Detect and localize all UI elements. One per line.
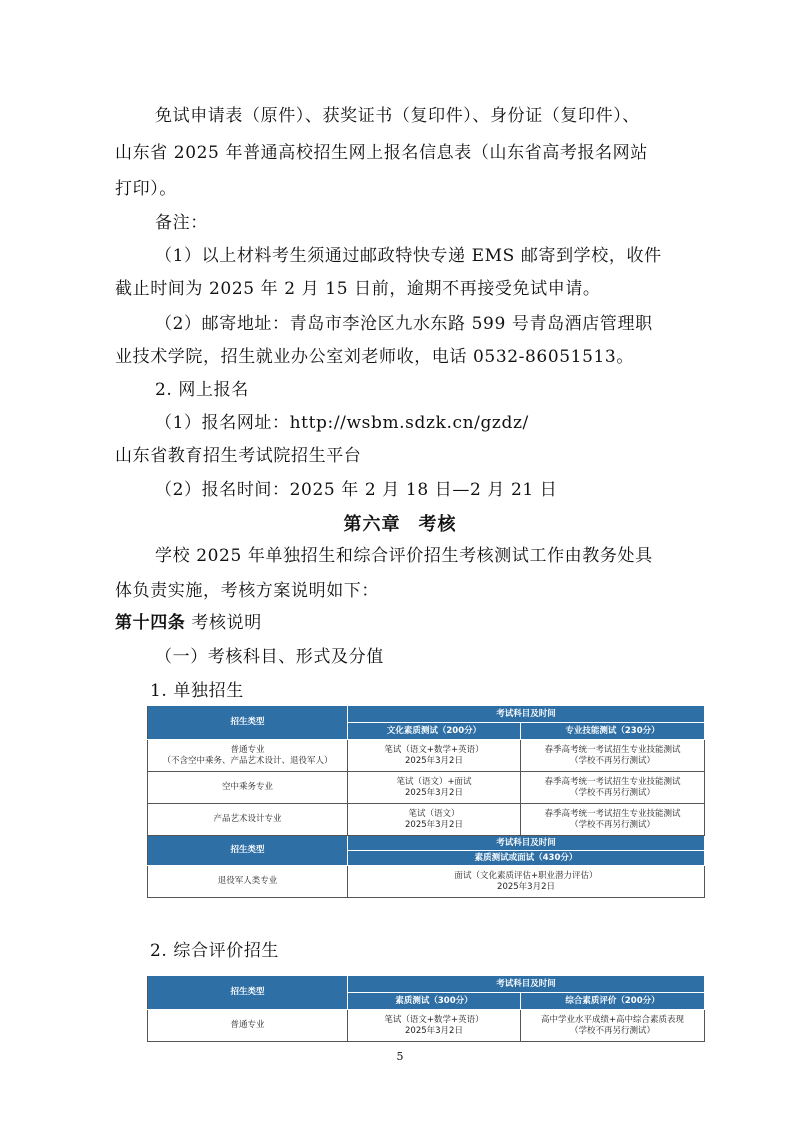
comprehensive-cell: 高中学业水平成绩+高中综合素质表现 （学校不再另行测试）: [521, 1010, 705, 1042]
table-row: [148, 740, 705, 772]
paragraph-line: 学校 2025 年单独招生和综合评价招生考核测试工作由教务处具: [155, 546, 653, 566]
paragraph-line: 体负责实施，考核方案说明如下：: [115, 581, 379, 601]
header-culture-test: 文化素质测试（200分）: [348, 723, 521, 740]
chapter-heading: [0, 510, 800, 536]
header-subjects: 考试科目及时间: [348, 976, 705, 993]
header-comprehensive-evaluation: 综合素质评价（200分）: [521, 993, 705, 1010]
paragraph-line: 备注：: [155, 213, 208, 233]
interview-cell: 面试（文化素质评估+职业潜力评估） 2025年3月2日: [348, 866, 705, 898]
article-title: 考核说明: [191, 613, 262, 633]
table-row: [148, 804, 705, 836]
header-admission-type: 招生类型: [148, 706, 348, 740]
paragraph-line: 山东省教育招生考试院招生平台: [115, 446, 362, 466]
paragraph-line: 截止时间为 2025 年 2 月 15 日前，逾期不再接受免试申请。: [115, 279, 601, 299]
table-row: [148, 1010, 705, 1042]
admission-type-cell: 退役军人类专业: [148, 866, 348, 898]
header-subjects: 考试科目及时间: [348, 706, 705, 723]
paragraph-line: （1）报名网址：http://wsbm.sdzk.cn/gzdz/: [155, 413, 529, 433]
section-heading: 2. 网上报名: [155, 380, 249, 400]
skill-test-cell: 春季高考统一考试招生专业技能测试 （学校不再另行测试）: [521, 740, 705, 772]
admission-type-cell: 空中乘务专业: [148, 772, 348, 804]
admission-type-cell: 产品艺术设计专业: [148, 804, 348, 836]
table-row: [148, 866, 705, 898]
table-row: [148, 772, 705, 804]
paragraph-line: （2）邮寄地址：青岛市李沧区九水东路 599 号青岛酒店管理职: [155, 314, 653, 334]
header-admission-type: 招生类型: [148, 836, 348, 866]
comprehensive-admission-table: [147, 975, 705, 1042]
admission-type-cell: 普通专业 （不含空中乘务、产品艺术设计、退役军人）: [148, 740, 348, 772]
skill-test-cell: 春季高考统一考试招生专业技能测试 （学校不再另行测试）: [521, 804, 705, 836]
chapter-label: 第六章: [343, 514, 401, 535]
page-number: 5: [396, 1050, 404, 1063]
header-admission-type: 招生类型: [148, 976, 348, 1010]
single-admission-table: [147, 705, 705, 898]
paragraph-line: 山东省 2025 年普通高校招生网上报名信息表（山东省高考报名网站: [115, 143, 648, 163]
paragraph-line: 免试申请表（原件）、获奖证书（复印件）、身份证（复印件）、: [155, 106, 640, 126]
header-quality-test: 素质测试（300分）: [348, 993, 521, 1010]
chapter-title: 考核: [418, 514, 457, 535]
culture-test-cell: 笔试（语文+数学+英语） 2025年3月2日: [348, 740, 521, 772]
section-heading: 1. 单独招生: [150, 681, 244, 701]
admission-type-cell: 普通专业: [148, 1010, 348, 1042]
paragraph-line: 打印）。: [115, 179, 177, 199]
quality-test-cell: 笔试（语文+数学+英语） 2025年3月2日: [348, 1010, 521, 1042]
header-subjects: 考试科目及时间: [348, 836, 705, 851]
culture-test-cell: 笔试（语文） 2025年3月2日: [348, 804, 521, 836]
header-skill-test: 专业技能测试（230分）: [521, 723, 705, 740]
article-label: 第十四条: [115, 613, 186, 633]
subsection-heading: （一）考核科目、形式及分值: [155, 647, 384, 667]
article-heading: [115, 612, 262, 634]
skill-test-cell: 春季高考统一考试招生专业技能测试 （学校不再另行测试）: [521, 772, 705, 804]
section-heading: 2. 综合评价招生: [150, 941, 280, 961]
paragraph-line: （1）以上材料考生须通过邮政特快专递 EMS 邮寄到学校，收件: [155, 246, 662, 266]
paragraph-line: （2）报名时间：2025 年 2 月 18 日—2 月 21 日: [155, 480, 558, 500]
paragraph-line: 业技术学院，招生就业办公室刘老师收，电话 0532-86051513。: [115, 347, 634, 367]
header-quality-test: 素质测试或面试（430分）: [348, 851, 705, 866]
culture-test-cell: 笔试（语文）+面试 2025年3月2日: [348, 772, 521, 804]
